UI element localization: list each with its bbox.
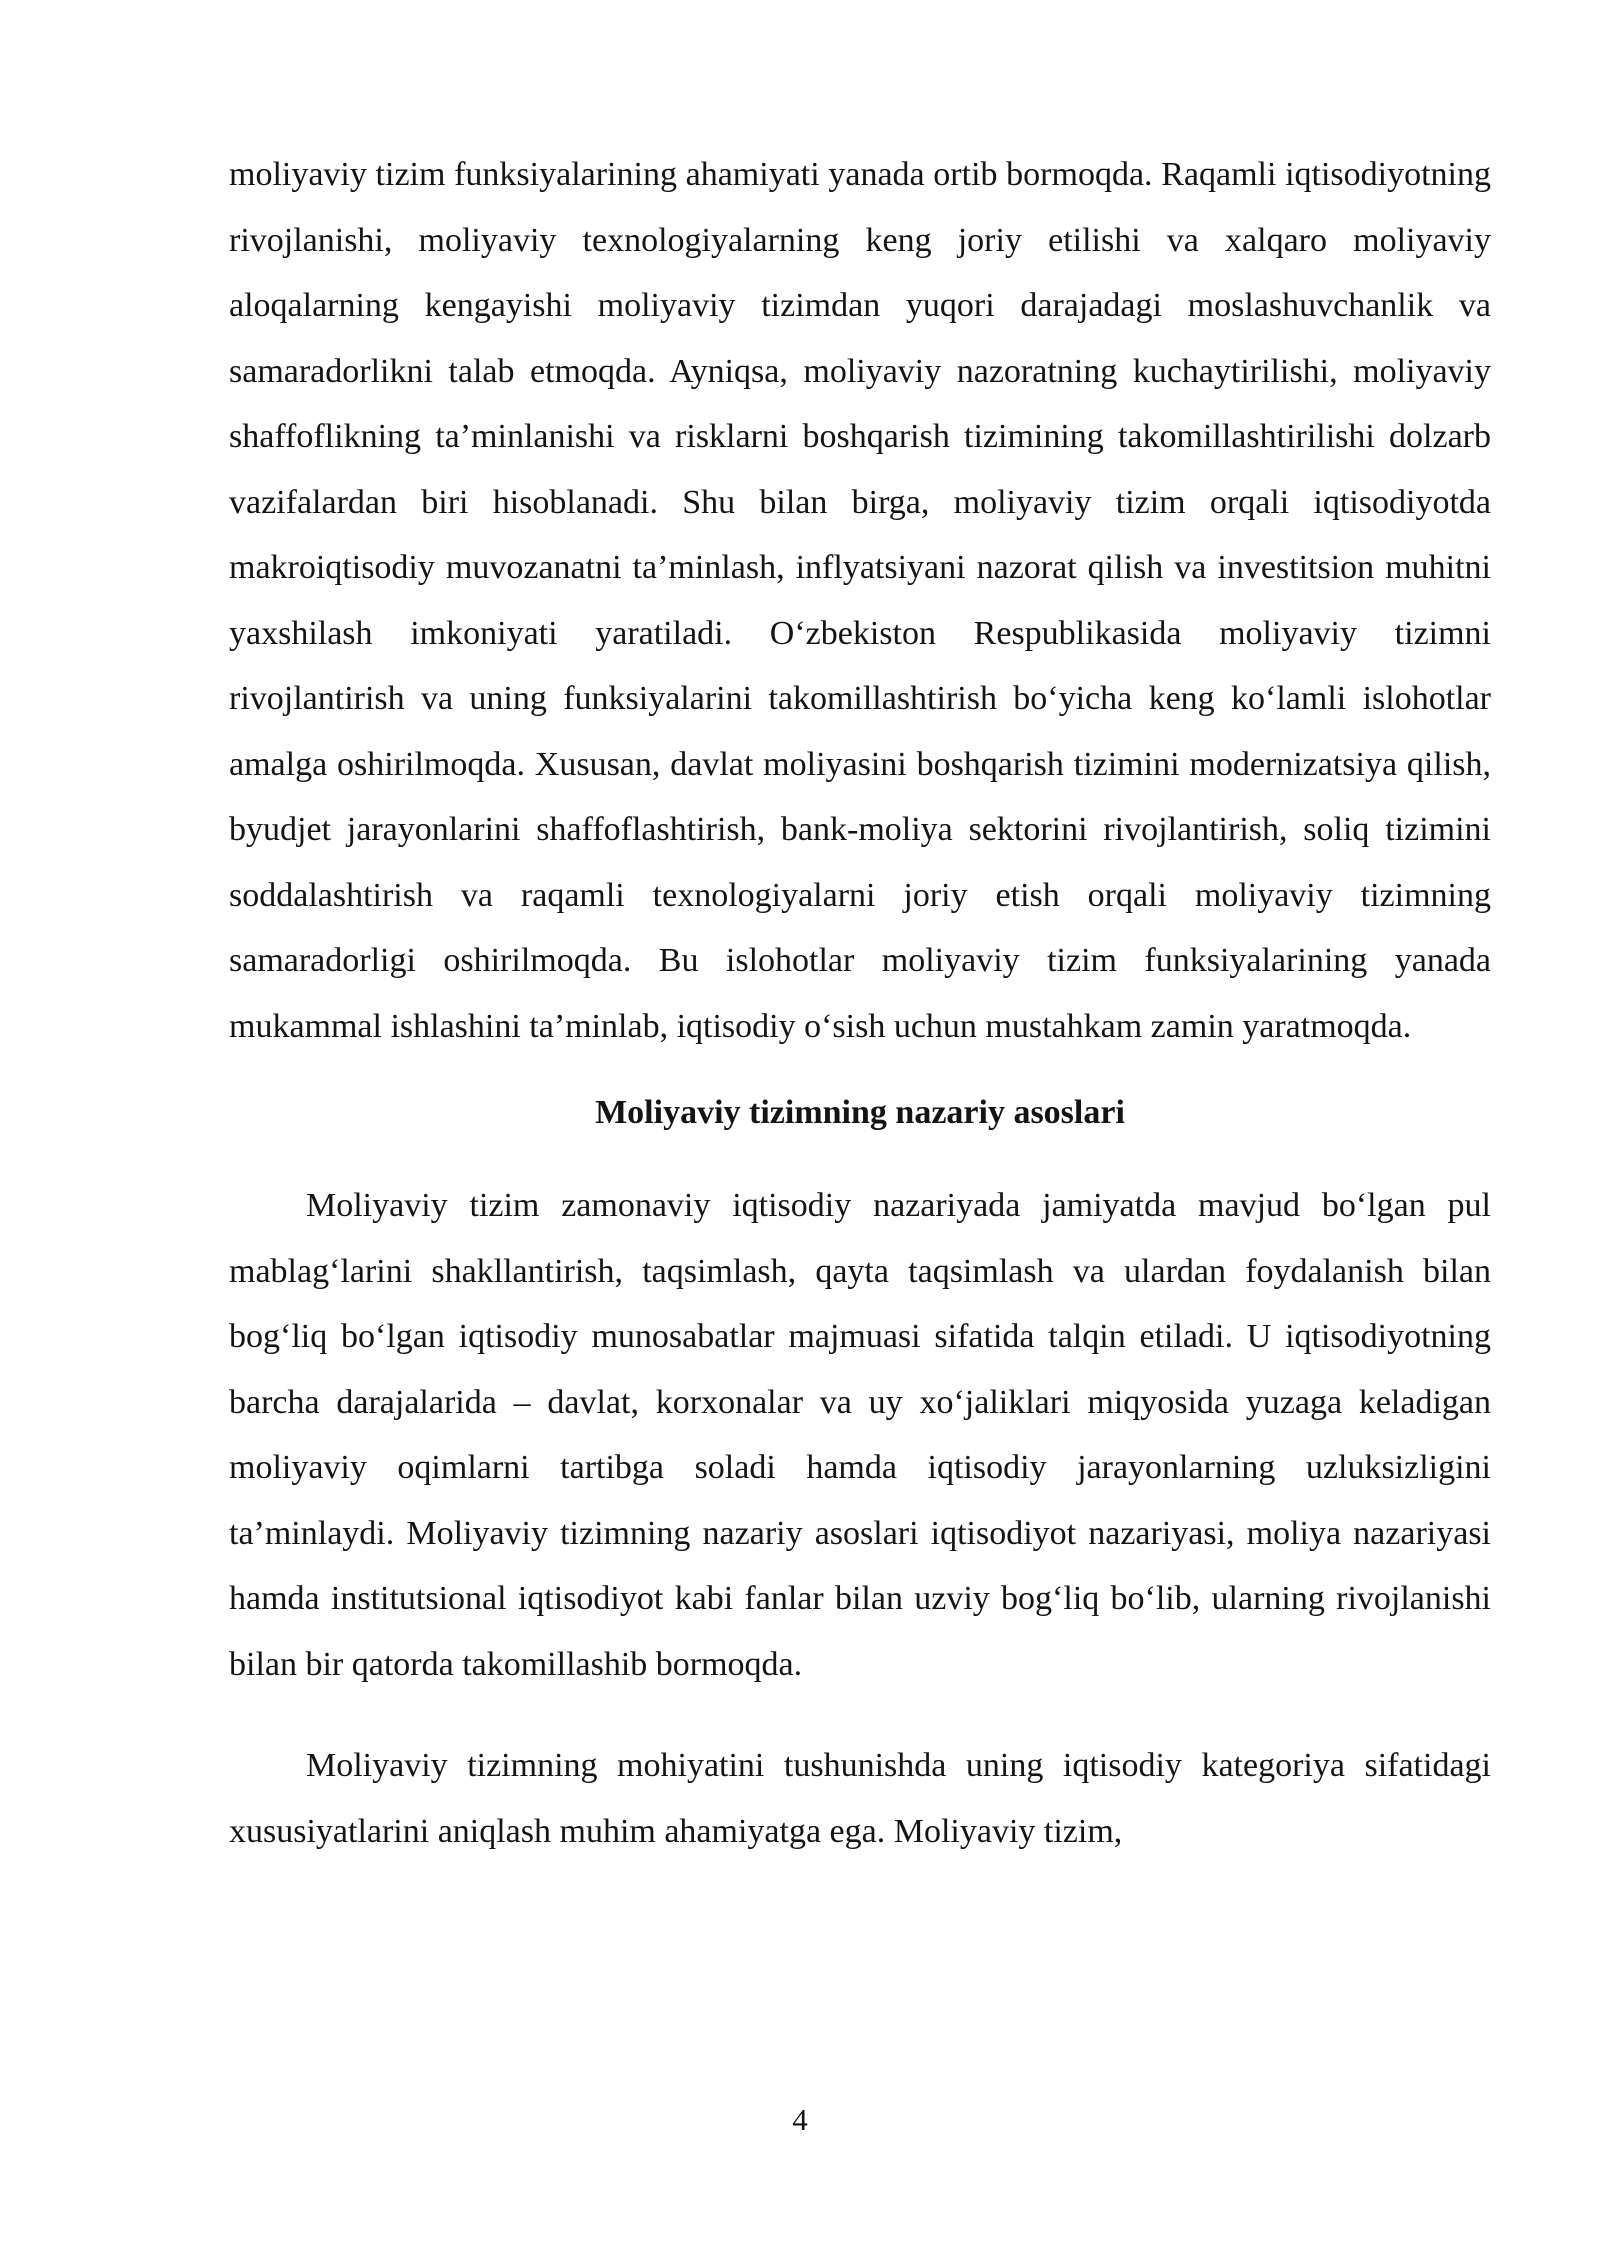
paragraph-spacer xyxy=(229,1697,1491,1733)
body-paragraph: Moliyaviy tizim zamonaviy iqtisodiy nazariyada jamiyatda mavjud bo‘lgan pul mablag‘larini shakllantirish, taqsimlash, qayta taqsimlash va ulardan foydalanish bilan bog‘liq bo‘lgan iqtisodiy munosabatlar majmuasi sifatida talqin etiladi. U iqtisodiyotning barcha darajalarida – davlat, korxonalar va uy xo‘jaliklari miqyosida yuzaga keladigan moliyaviy oqimlarni tartibga soladi hamda iqtisodiy jarayonlarning uzluksizligini ta’minlaydi. Moliyaviy tizimning nazariy asoslari iqtisodiyot nazariyasi, moliya nazariyasi hamda institutsional iqtisodiyot kabi fanlar bilan uzviy bog‘liq bo‘lib, ularning rivojlanishi bilan bir qatorda takomillashib bormoqda. xyxy=(229,1187,1491,1683)
page-number: 4 xyxy=(792,2102,808,2137)
body-paragraph-continued: moliyaviy tizim funksiyalarining ahamiyati yanada ortib bormoqda. Raqamli iqtisodiyotning rivojlanishi, moliyaviy texnologiyalarning keng joriy etilishi va xalqaro moliyaviy aloqalarning kengayishi moliyaviy tizimdan yuqori darajadagi moslashuvchanlik va samaradorlikni talab etmoqda. Ayniqsa, moliyaviy nazoratning kuchaytirilishi, moliyaviy shaffoflikning ta’minlanishi va risklarni boshqarish tizimining takomillashtirilishi dolzarb vazifalardan biri hisoblanadi. Shu bilan birga, moliyaviy tizim orqali iqtisodiyotda makroiqtisodiy muvozanatni ta’minlash, inflyatsiyani nazorat qilish va investitsion muhitni yaxshilash imkoniyati yaratiladi. O‘zbekiston Respublikasida moliyaviy tizimni rivojlantirish va uning funksiyalarini takomillashtirish bo‘yicha keng ko‘lamli islohotlar amalga oshirilmoqda. Xususan, davlat moliyasini boshqarish tizimini modernizatsiya qilish, byudjet jarayonlarini shaffoflashtirish, bank-moliya sektorini rivojlantirish, soliq tizimini soddalashtirish va raqamli texnologiyalarni joriy etish orqali moliyaviy tizimning samaradorligi oshirilmoqda. Bu islohotlar moliyaviy tizim funksiyalarining yanada mukammal ishlashini ta’minlab, iqtisodiy o‘sish uchun mustahkam zamin yaratmoqda. xyxy=(229,156,1491,1045)
page-content xyxy=(229,142,1491,1864)
body-paragraph: Moliyaviy tizimning mohiyatini tushunishda uning iqtisodiy kategoriya sifatidagi xususiyatlarini aniqlash muhim ahamiyatga ega. Moliyaviy tizim, xyxy=(229,1747,1491,1850)
section-heading: Moliyaviy tizimning nazariy asoslari xyxy=(595,1094,1125,1131)
